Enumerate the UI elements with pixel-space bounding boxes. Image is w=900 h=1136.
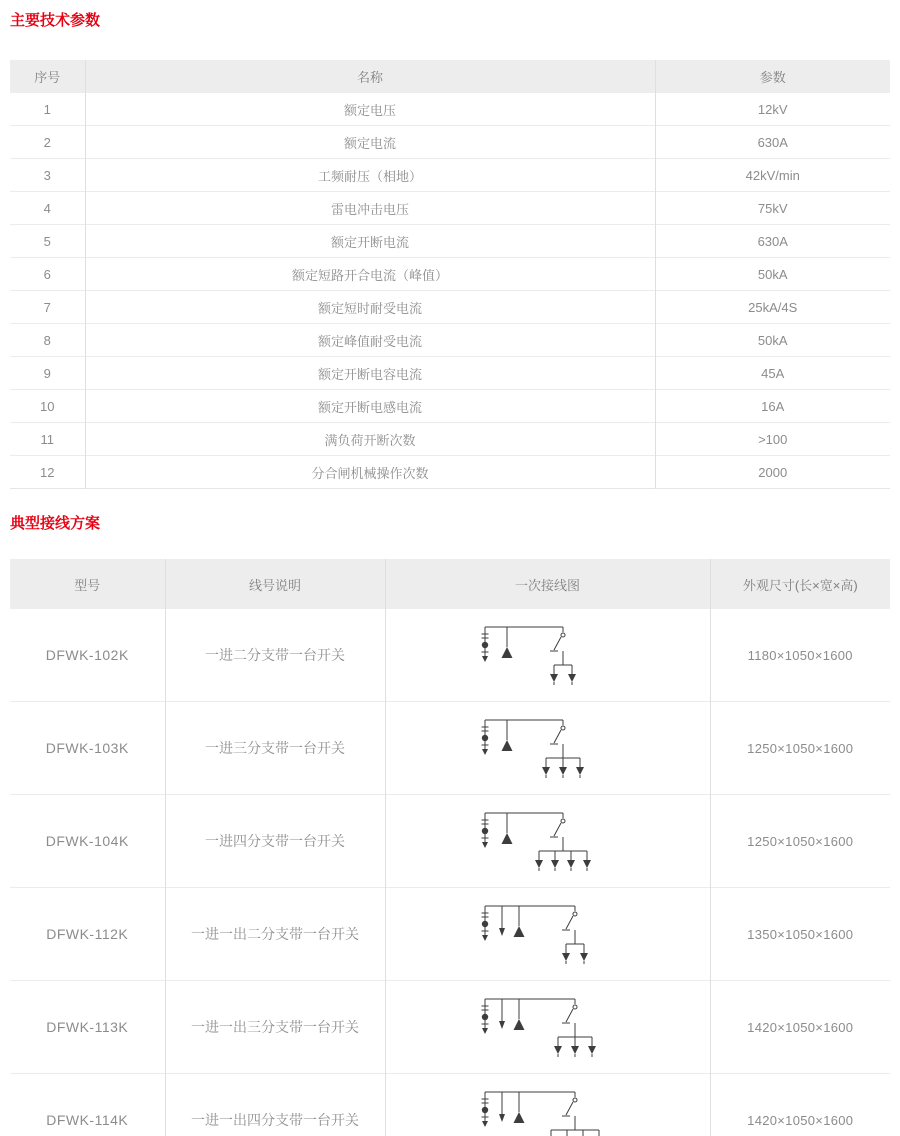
row-index-cell: 8 [10, 324, 85, 357]
primary-wiring-diagram [463, 801, 633, 881]
parameter-value-cell: 50kA [655, 324, 890, 357]
parameters-table-row [10, 126, 890, 159]
wiring-diagram-cell [385, 1074, 710, 1136]
parameters-table-row [10, 225, 890, 258]
schemes-column-header-2: 一次接线图 [385, 559, 710, 609]
parameter-value-cell: 25kA/4S [655, 291, 890, 324]
schemes-table-row [10, 981, 890, 1074]
row-index-cell: 9 [10, 357, 85, 390]
parameters-table-row [10, 456, 890, 489]
parameter-name-cell: 额定短路开合电流（峰值） [85, 258, 655, 291]
parameter-value-cell: 45A [655, 357, 890, 390]
primary-wiring-diagram [463, 894, 633, 974]
dimensions-cell: 1420×1050×1600 [710, 1074, 890, 1136]
parameter-value-cell: 50kA [655, 258, 890, 291]
parameter-value-cell: 2000 [655, 456, 890, 489]
section-title-wiring-schemes: 典型接线方案 [10, 515, 101, 532]
parameters-column-header-2: 参数 [655, 60, 890, 93]
wiring-diagram-cell [385, 795, 710, 888]
wiring-diagram-cell [385, 888, 710, 981]
schemes-column-header-3: 外观尺寸(长×宽×高) [710, 559, 890, 609]
primary-wiring-diagram [463, 1080, 633, 1136]
line-description-cell: 一进一出四分支带一台开关 [165, 1074, 385, 1136]
wiring-diagram-cell [385, 981, 710, 1074]
parameter-name-cell: 额定开断电感电流 [85, 390, 655, 423]
row-index-cell: 4 [10, 192, 85, 225]
parameters-table-row [10, 357, 890, 390]
primary-wiring-diagram [463, 615, 633, 695]
line-description-cell: 一进三分支带一台开关 [165, 702, 385, 795]
parameters-table-row [10, 324, 890, 357]
parameters-table-row [10, 390, 890, 423]
parameters-table [10, 60, 890, 489]
parameter-value-cell: 16A [655, 390, 890, 423]
parameters-table-header-row [10, 60, 890, 93]
parameter-value-cell: >100 [655, 423, 890, 456]
parameters-table-row [10, 192, 890, 225]
parameters-table-row [10, 93, 890, 126]
dimensions-cell: 1250×1050×1600 [710, 795, 890, 888]
parameter-name-cell: 工频耐压（相地） [85, 159, 655, 192]
row-index-cell: 2 [10, 126, 85, 159]
line-description-cell: 一进一出二分支带一台开关 [165, 888, 385, 981]
model-cell: DFWK-112K [10, 888, 165, 981]
parameter-value-cell: 75kV [655, 192, 890, 225]
parameter-name-cell: 额定峰值耐受电流 [85, 324, 655, 357]
schemes-table-row [10, 702, 890, 795]
model-cell: DFWK-114K [10, 1074, 165, 1136]
schemes-table-header-row [10, 559, 890, 609]
parameter-name-cell: 雷电冲击电压 [85, 192, 655, 225]
schemes-table [10, 559, 890, 1136]
parameters-table-row [10, 159, 890, 192]
schemes-table-row [10, 795, 890, 888]
line-description-cell: 一进四分支带一台开关 [165, 795, 385, 888]
parameter-name-cell: 额定短时耐受电流 [85, 291, 655, 324]
dimensions-cell: 1420×1050×1600 [710, 981, 890, 1074]
schemes-table-row [10, 1074, 890, 1136]
schemes-table-row [10, 888, 890, 981]
schemes-table-row [10, 609, 890, 702]
parameter-name-cell: 满负荷开断次数 [85, 423, 655, 456]
model-cell: DFWK-103K [10, 702, 165, 795]
row-index-cell: 6 [10, 258, 85, 291]
primary-wiring-diagram [463, 987, 633, 1067]
parameters-column-header-1: 名称 [85, 60, 655, 93]
parameter-name-cell: 额定开断电流 [85, 225, 655, 258]
wiring-diagram-cell [385, 609, 710, 702]
schemes-column-header-0: 型号 [10, 559, 165, 609]
primary-wiring-diagram [463, 708, 633, 788]
parameter-name-cell: 分合闸机械操作次数 [85, 456, 655, 489]
model-cell: DFWK-113K [10, 981, 165, 1074]
parameter-value-cell: 630A [655, 126, 890, 159]
parameter-name-cell: 额定电流 [85, 126, 655, 159]
row-index-cell: 5 [10, 225, 85, 258]
dimensions-cell: 1180×1050×1600 [710, 609, 890, 702]
model-cell: DFWK-102K [45, 647, 129, 663]
section-title-main-parameters: 主要技术参数 [10, 12, 101, 29]
row-index-cell: 10 [10, 390, 85, 423]
row-index-cell: 1 [43, 101, 51, 117]
dimensions-cell: 1250×1050×1600 [710, 702, 890, 795]
row-index-cell: 7 [10, 291, 85, 324]
parameters-table-row [10, 423, 890, 456]
parameters-table-row [10, 291, 890, 324]
parameters-column-header-0: 序号 [10, 60, 85, 93]
wiring-diagram-cell [385, 702, 710, 795]
schemes-column-header-1: 线号说明 [165, 559, 385, 609]
dimensions-cell: 1350×1050×1600 [710, 888, 890, 981]
line-description-cell: 一进二分支带一台开关 [165, 609, 385, 702]
line-description-cell: 一进一出三分支带一台开关 [165, 981, 385, 1074]
model-cell: DFWK-104K [10, 795, 165, 888]
parameter-value-cell: 630A [655, 225, 890, 258]
parameter-name-cell: 额定电压 [85, 93, 655, 126]
parameter-value-cell: 12kV [655, 93, 890, 126]
parameter-name-cell: 额定开断电容电流 [85, 357, 655, 390]
row-index-cell: 12 [10, 456, 85, 489]
parameter-value-cell: 42kV/min [655, 159, 890, 192]
parameters-table-row [10, 258, 890, 291]
row-index-cell: 3 [10, 159, 85, 192]
row-index-cell: 11 [10, 423, 85, 456]
